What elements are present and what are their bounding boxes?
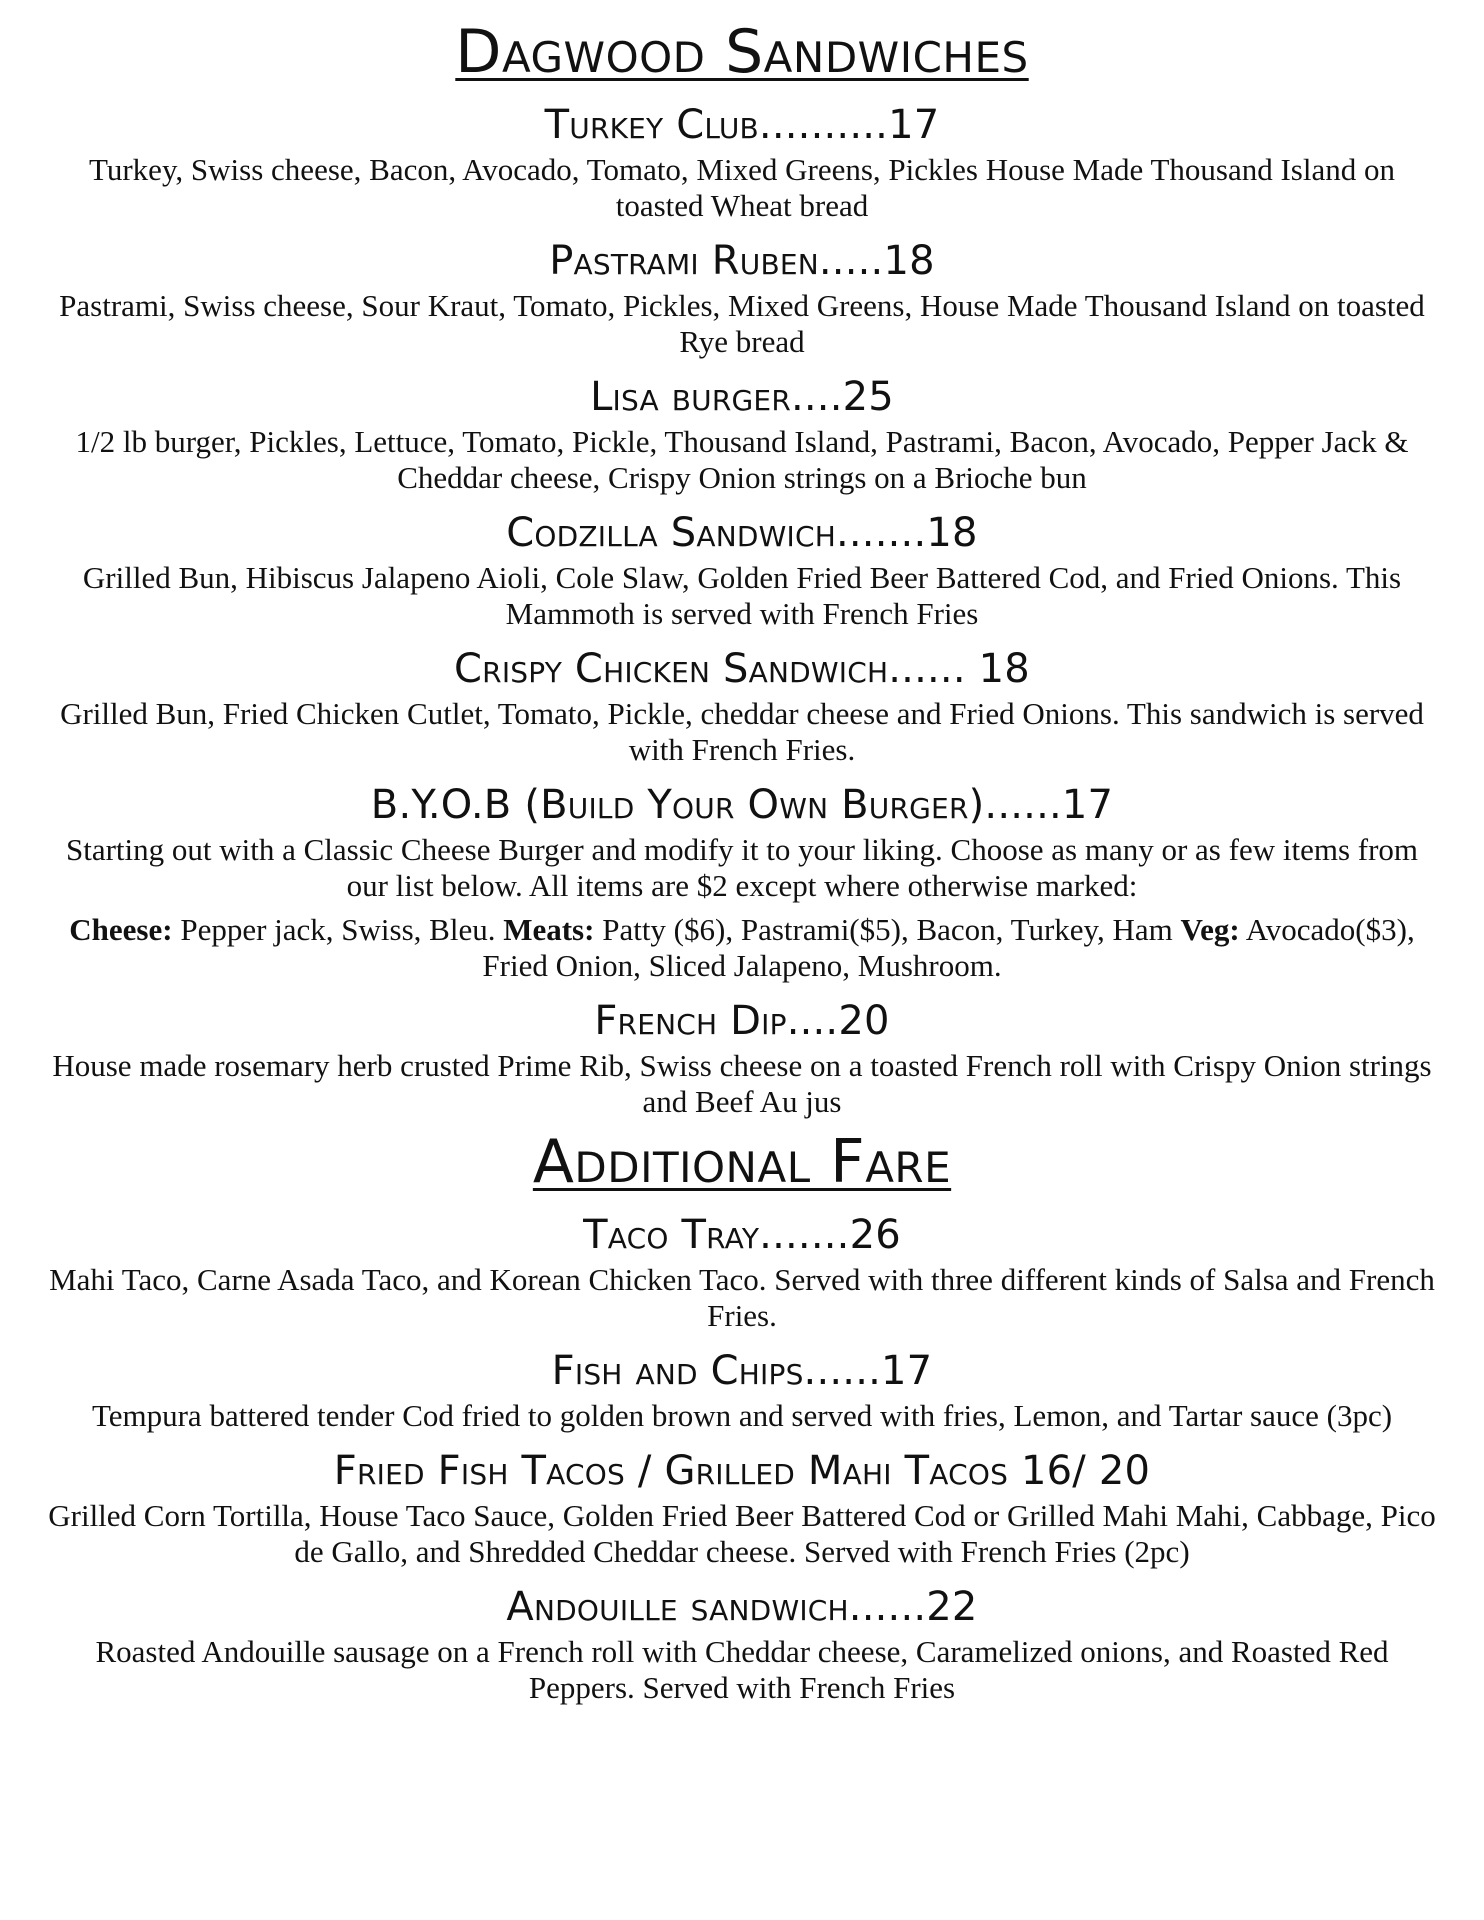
- item-title: Crispy Chicken Sandwich...... 18: [454, 646, 1030, 692]
- item-description: Roasted Andouille sausage on a French roll with Cheddar cheese, Caramelized onions, and Roasted Red Peppers. Served with French Fries: [95, 1634, 1389, 1705]
- menu-item-pastrami-ruben: [40, 236, 1444, 360]
- menu-item-fish-tacos: [40, 1446, 1444, 1570]
- section-title-additional-fare: Additional Fare: [532, 1127, 952, 1197]
- item-description: Tempura battered tender Cod fried to golden brown and served with fries, Lemon, and Tartar sauce (3pc): [91, 1398, 1393, 1433]
- item-description: Pastrami, Swiss cheese, Sour Kraut, Tomato, Pickles, Mixed Greens, House Made Thousand Island on toasted Rye bread: [59, 288, 1425, 359]
- menu-item-fish-and-chips: [40, 1346, 1444, 1434]
- item-description: Starting out with a Classic Cheese Burger and modify it to your liking. Choose as many or as few items from our list below. All items are $2 except where otherwise marked:: [65, 832, 1419, 903]
- item-description: Mahi Taco, Carne Asada Taco, and Korean Chicken Taco. Served with three different kinds of Salsa and French Fries.: [49, 1262, 1435, 1333]
- menu-item-crispy-chicken-sandwich: [40, 644, 1444, 768]
- item-title: Lisa burger....25: [590, 374, 894, 420]
- item-description: 1/2 lb burger, Pickles, Lettuce, Tomato, Pickle, Thousand Island, Pastrami, Bacon, Avocado, Pepper Jack & Cheddar cheese, Crispy Onion strings on a Brioche bun: [75, 424, 1409, 495]
- menu-item-lisa-burger: [40, 372, 1444, 496]
- item-title: Taco Tray.......26: [583, 1212, 901, 1258]
- item-description: House made rosemary herb crusted Prime Rib, Swiss cheese on a toasted French roll with Crispy Onion strings and Beef Au jus: [52, 1048, 1432, 1119]
- item-title: Fried Fish Tacos / Grilled Mahi Tacos 16/ 20: [333, 1448, 1151, 1494]
- meats-options: Patty ($6), Pastrami($5), Bacon, Turkey, Ham: [594, 912, 1181, 947]
- item-title: Andouille sandwich......22: [506, 1584, 978, 1630]
- menu-item-french-dip: [40, 996, 1444, 1120]
- byob-options: [47, 912, 1437, 984]
- item-title: B.Y.O.B (Build Your Own Burger)......17: [370, 782, 1114, 828]
- menu-item-taco-tray: [40, 1210, 1444, 1334]
- menu-item-byob: [40, 780, 1444, 984]
- menu-item-codzilla-sandwich: [40, 508, 1444, 632]
- meats-label: Meats:: [503, 912, 595, 947]
- item-title: Turkey Club..........17: [544, 102, 940, 148]
- veg-label: Veg:: [1180, 912, 1240, 947]
- item-title: Fish and Chips......17: [551, 1348, 933, 1394]
- item-title: French Dip....20: [594, 998, 890, 1044]
- cheese-options: Pepper jack, Swiss, Bleu.: [172, 912, 504, 947]
- item-description: Grilled Bun, Hibiscus Jalapeno Aioli, Cole Slaw, Golden Fried Beer Battered Cod, and Fried Onions. This Mammoth is served with French Fries: [82, 560, 1402, 631]
- menu-item-turkey-club: [40, 100, 1444, 224]
- item-title: Codzilla Sandwich.......18: [506, 510, 978, 556]
- menu-page: [40, 16, 1444, 1706]
- item-description: Grilled Corn Tortilla, House Taco Sauce, Golden Fried Beer Battered Cod or Grilled Mahi Mahi, Cabbage, Pico de Gallo, and Shredded Cheddar cheese. Served with French Fries (2pc): [48, 1498, 1436, 1569]
- menu-item-andouille-sandwich: [40, 1582, 1444, 1706]
- item-description: Grilled Bun, Fried Chicken Cutlet, Tomato, Pickle, cheddar cheese and Fried Onions. This sandwich is served with French Fries.: [60, 696, 1424, 767]
- veg-options: Avocado($3), Fried Onion, Sliced Jalapeno, Mushroom.: [482, 912, 1415, 983]
- item-title: Pastrami Ruben.....18: [549, 238, 935, 284]
- cheese-label: Cheese:: [69, 912, 173, 947]
- item-description: Turkey, Swiss cheese, Bacon, Avocado, Tomato, Mixed Greens, Pickles House Made Thousand Island on toasted Wheat bread: [89, 152, 1395, 223]
- section-title-dagwood-sandwiches: Dagwood Sandwiches: [455, 17, 1029, 87]
